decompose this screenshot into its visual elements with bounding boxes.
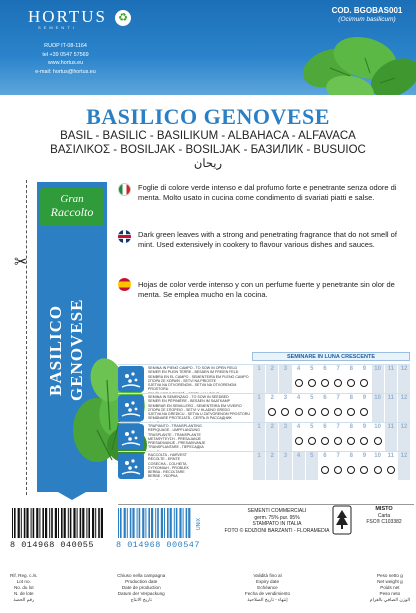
calendar-row xyxy=(118,451,410,479)
active-month-dot xyxy=(334,379,342,387)
cut-line xyxy=(26,180,27,495)
header-band xyxy=(0,0,416,95)
month-cell xyxy=(265,365,278,393)
latin-name: (Ocimum basilicum) xyxy=(338,16,396,23)
month-number: 12 xyxy=(400,453,408,459)
product-code-box xyxy=(318,6,416,23)
calendar-months xyxy=(252,423,410,451)
barcode-1-number: 8 014968 040055 xyxy=(10,540,95,550)
indoor-sowing-icon xyxy=(118,395,144,421)
fsc-carta: Carta xyxy=(377,512,391,519)
month-number: 2 xyxy=(270,395,274,401)
month-number: 1 xyxy=(257,424,261,430)
month-cell xyxy=(357,365,370,393)
month-number: 9 xyxy=(362,366,367,372)
month-cell xyxy=(292,423,305,451)
names-line-2: ΒΑΣΙΛΙΚΟΣ - BOSILJAK - BOSILJAK - БАЗИЛИК - BUSUIOC xyxy=(50,144,366,156)
calendar-months xyxy=(252,365,410,393)
active-month-dot xyxy=(374,466,382,474)
month-cell xyxy=(397,423,410,451)
active-month-dot xyxy=(295,408,303,416)
scissors-icon: ✂ xyxy=(14,254,28,271)
month-cell xyxy=(397,394,410,422)
month-cell xyxy=(265,452,278,480)
month-number: 2 xyxy=(270,453,274,459)
month-cell xyxy=(371,452,384,480)
month-cell xyxy=(371,423,384,451)
month-cell xyxy=(292,365,305,393)
vertical-name-line-2: GENOVESE xyxy=(67,298,86,402)
website: www.hortus.eu xyxy=(47,60,84,67)
active-month-dot xyxy=(360,466,368,474)
month-cell xyxy=(252,394,265,422)
active-month-dot xyxy=(334,466,342,474)
active-month-dot xyxy=(374,437,382,445)
calendar-months xyxy=(252,394,410,422)
month-cell xyxy=(265,423,278,451)
harvest-icon xyxy=(118,453,144,479)
month-number: 8 xyxy=(349,366,353,372)
month-number: 11 xyxy=(387,366,394,372)
seed-info-line-2: germ. 75% pur. 95% xyxy=(254,514,300,521)
month-number: 1 xyxy=(257,395,261,401)
active-month-dot xyxy=(281,408,289,416)
month-number: 12 xyxy=(400,366,408,372)
month-cell xyxy=(292,452,305,480)
month-cell xyxy=(397,365,410,393)
transplant-icon xyxy=(118,424,144,450)
month-cell xyxy=(344,423,357,451)
month-cell xyxy=(384,452,397,480)
month-cell xyxy=(331,452,344,480)
calendar-row-text: TRAPIANTO - TRANSPLANTING REPIQUAGE - UMPFLANZUNG TRASPLANTE - TRANSPLANTE ΜΕΤΑΦΥΤΕΥΣΗ - PRESAJANJE PRESAĐIVANJE - PRESAĐIVANJE TRANSPLANTARE - ПЕРЕСАДКА xyxy=(148,424,206,450)
month-cell xyxy=(371,365,384,393)
month-number: 11 xyxy=(387,453,394,459)
divider xyxy=(118,504,414,505)
month-cell xyxy=(318,365,331,393)
month-number: 6 xyxy=(323,366,327,372)
description-en: Dark green leaves with a strong and penetrating fragrance that do not smell of mint. Used extensively in cookery to flavour various dishes and sauces. xyxy=(138,230,397,249)
footer-production-date: Chiuso nella campagna Production date Date de production Datum der Verpackung تاريخ الانتاج xyxy=(117,573,166,602)
month-cell xyxy=(384,394,397,422)
active-month-dot xyxy=(308,408,316,416)
month-number: 3 xyxy=(283,453,288,459)
month-number: 8 xyxy=(349,395,353,401)
month-number: 5 xyxy=(310,366,314,372)
month-number: 9 xyxy=(362,395,367,401)
footer-fields xyxy=(10,573,410,603)
month-number: 3 xyxy=(283,424,288,430)
month-number: 6 xyxy=(323,453,327,459)
month-number: 2 xyxy=(270,366,274,372)
month-number: 11 xyxy=(387,424,394,430)
month-cell xyxy=(318,452,331,480)
registration-code: RUOP IT-08-1164 xyxy=(44,43,87,49)
calendar-row-text: RACCOLTA - HARVEST RÉCOLTE - ERNTE COSECHA - COLHEITA ΣΥΓΚΟΜΙΔΗ - PROBLEK BERBA - RECOLTARE BERBE - УБОРКА xyxy=(148,453,189,479)
month-cell xyxy=(331,365,344,393)
brand-subtitle: SEMENTI xyxy=(38,25,77,30)
month-cell xyxy=(331,423,344,451)
month-cell xyxy=(397,452,410,480)
calendar-row xyxy=(118,393,410,421)
month-number: 6 xyxy=(323,424,327,430)
active-month-dot xyxy=(321,408,329,416)
barcode-1 xyxy=(10,508,106,538)
month-number: 7 xyxy=(336,395,340,401)
month-number: 3 xyxy=(283,366,288,372)
fsc-code: FSC® C103382 xyxy=(366,519,402,525)
month-number: 12 xyxy=(400,424,408,430)
month-cell xyxy=(344,394,357,422)
month-cell xyxy=(305,365,318,393)
active-month-dot xyxy=(347,437,355,445)
month-number: 10 xyxy=(374,424,381,430)
translated-names xyxy=(0,129,416,171)
month-cell xyxy=(318,394,331,422)
month-number: 6 xyxy=(323,395,327,401)
spain-flag-icon xyxy=(118,278,131,291)
brand-logo: HORTUS xyxy=(28,7,107,26)
month-number: 12 xyxy=(400,395,408,401)
month-number: 1 xyxy=(257,366,261,372)
active-month-dot xyxy=(360,408,368,416)
active-month-dot xyxy=(321,437,329,445)
recycle-icon: ♻ xyxy=(115,10,131,26)
active-month-dot xyxy=(347,466,355,474)
seed-info-line-1: SEMENTI COMMERCIALI xyxy=(247,508,307,514)
fsc-certification xyxy=(356,506,412,526)
description-es: Hojas de color verde intenso y con un perfume fuerte y penetrante sin olor de menta. Se emplea mucho en la cocina. xyxy=(138,280,395,299)
active-month-dot xyxy=(321,379,329,387)
month-cell xyxy=(371,394,384,422)
footer-expiry-date: Validità fino al Expiry date Echéance Fecha de vendimiento إنتهاء - تاريخ الصلاحية xyxy=(244,573,291,602)
month-number: 4 xyxy=(296,395,301,401)
active-month-dot xyxy=(347,408,355,416)
active-month-dot xyxy=(360,379,368,387)
active-month-dot xyxy=(268,408,276,416)
uk-flag-icon xyxy=(118,230,131,243)
band-point xyxy=(37,480,107,500)
month-number: 10 xyxy=(374,395,381,401)
month-number: 10 xyxy=(374,366,381,372)
month-cell xyxy=(278,452,291,480)
active-month-dot xyxy=(387,466,395,474)
month-cell xyxy=(278,394,291,422)
month-number: 3 xyxy=(283,395,288,401)
contact-info xyxy=(8,42,123,77)
active-month-dot xyxy=(360,437,368,445)
month-cell xyxy=(357,452,370,480)
month-cell xyxy=(265,394,278,422)
month-cell xyxy=(331,394,344,422)
month-cell xyxy=(344,365,357,393)
basil-leaves-image xyxy=(270,28,416,95)
active-month-dot xyxy=(308,379,316,387)
outdoor-sowing-icon xyxy=(118,366,144,392)
vertical-name-line-1: BASILICO xyxy=(46,304,65,396)
seed-info-line-4: FOTO © EDIZIONI BARZANTI - FLORAMEDIA xyxy=(224,527,330,534)
month-number: 5 xyxy=(310,395,314,401)
active-month-dot xyxy=(295,379,303,387)
calendar-row xyxy=(118,422,410,450)
active-month-dot xyxy=(321,466,329,474)
month-number: 5 xyxy=(310,453,314,459)
fsc-tree-icon xyxy=(332,505,352,535)
month-cell xyxy=(357,423,370,451)
gran-raccolto-badge xyxy=(40,188,104,226)
month-cell xyxy=(252,452,265,480)
calendar-header: SEMINARE IN LUNA CRESCENTE xyxy=(252,352,410,361)
seed-info xyxy=(222,508,332,534)
month-cell xyxy=(318,423,331,451)
calendar-row-text: SEMINA IN PIENO CAMPO - TO SOW IN OPEN FIELD SEMER EN PLEIN TERRE - BESÄEN IM FREIEN FELD SEMBRA EN EL CAMPO - SEMENTEIRA EM PLENO CAMPO ΣΠΟΡΑ ΣΕ ΧΩΡΑΦΙ - SETVI NA PRIOSTE SJETVA NA OTVORENOM - SETVA NA OTVORENOM PROSTORU xyxy=(148,366,249,392)
italy-flag-icon xyxy=(118,183,131,196)
active-month-dot xyxy=(334,437,342,445)
month-cell xyxy=(252,365,265,393)
month-number: 2 xyxy=(270,424,274,430)
calendar-row-text: SEMINA IN SEMENZAIO - TO SOW IN SEEDBED SEMER EN PÉPINIÈRE - BESÄEN IM SAATKAMP SEMBRAR EN SEMILLERO - SEMENTEIRA EM VIVEIRO ΣΠΟΡΑ ΣΕ ΣΠΟΡΕΙΟ - SETVI V HLADNO GREDO SJETVA NA GREDICU - SETVA U ZATVORENOM PROSTORU SEMĂNARE PROTEJATĂ - СЕЯТЬ В РАССАДНИК xyxy=(148,395,250,421)
active-month-dot xyxy=(295,437,303,445)
footer-net-weight: Peso netto g Net weight g Poids net Peso neto الوزن الصافي بالغرام xyxy=(369,573,410,602)
month-cell xyxy=(384,423,397,451)
calendar-months xyxy=(252,452,410,480)
month-cell xyxy=(357,394,370,422)
email: e-mail: hortus@hortus.eu xyxy=(35,69,96,76)
names-line-3: ريحان xyxy=(193,158,223,170)
month-number: 7 xyxy=(336,366,340,372)
month-number: 1 xyxy=(257,453,261,459)
seed-info-line-3: STAMPATO IN ITALIA xyxy=(252,521,302,527)
month-number: 11 xyxy=(387,395,394,401)
month-number: 8 xyxy=(349,453,353,459)
calendar-row xyxy=(118,364,410,392)
month-number: 9 xyxy=(362,424,367,430)
month-cell xyxy=(278,423,291,451)
month-number: 4 xyxy=(296,424,301,430)
unix-label: UNIX xyxy=(196,518,202,530)
month-number: 7 xyxy=(336,424,340,430)
month-number: 4 xyxy=(296,453,301,459)
month-cell xyxy=(305,423,318,451)
phone: tel +39 0547 57569 xyxy=(42,51,89,58)
active-month-dot xyxy=(334,408,342,416)
month-number: 8 xyxy=(349,424,353,430)
month-cell xyxy=(305,394,318,422)
active-month-dot xyxy=(347,379,355,387)
month-number: 9 xyxy=(362,453,367,459)
description-it: Foglie di colore verde intenso e dal profumo forte e penetrante senza odore di menta. Molto usato in cucina come condimento di svariati piatti e salse. xyxy=(138,183,397,202)
month-cell xyxy=(252,423,265,451)
month-number: 5 xyxy=(310,424,314,430)
month-number: 10 xyxy=(374,453,381,459)
active-month-dot xyxy=(308,437,316,445)
month-cell xyxy=(344,452,357,480)
barcode-2-number: 8 014968 000547 xyxy=(116,540,201,550)
barcode-2 xyxy=(116,508,194,538)
badge-line-2: Raccolto xyxy=(50,205,94,219)
month-cell xyxy=(292,394,305,422)
footer-lot: Rif. Reg. c./s. Lot no. No. du lot N. de lote رقم الحصة xyxy=(10,573,38,602)
fsc-misto: MISTO xyxy=(375,506,393,512)
badge-line-1: Gran xyxy=(60,193,84,205)
product-code: COD. BGOBAS001 xyxy=(331,6,403,15)
month-cell xyxy=(278,365,291,393)
product-title: BASILICO GENOVESE xyxy=(86,104,330,129)
names-line-1: BASIL - BASILIC - BASILIKUM - ALBAHACA - ALFAVACA xyxy=(60,130,356,142)
month-number: 7 xyxy=(336,453,340,459)
month-cell xyxy=(305,452,318,480)
month-number: 4 xyxy=(296,366,301,372)
month-cell xyxy=(384,365,397,393)
